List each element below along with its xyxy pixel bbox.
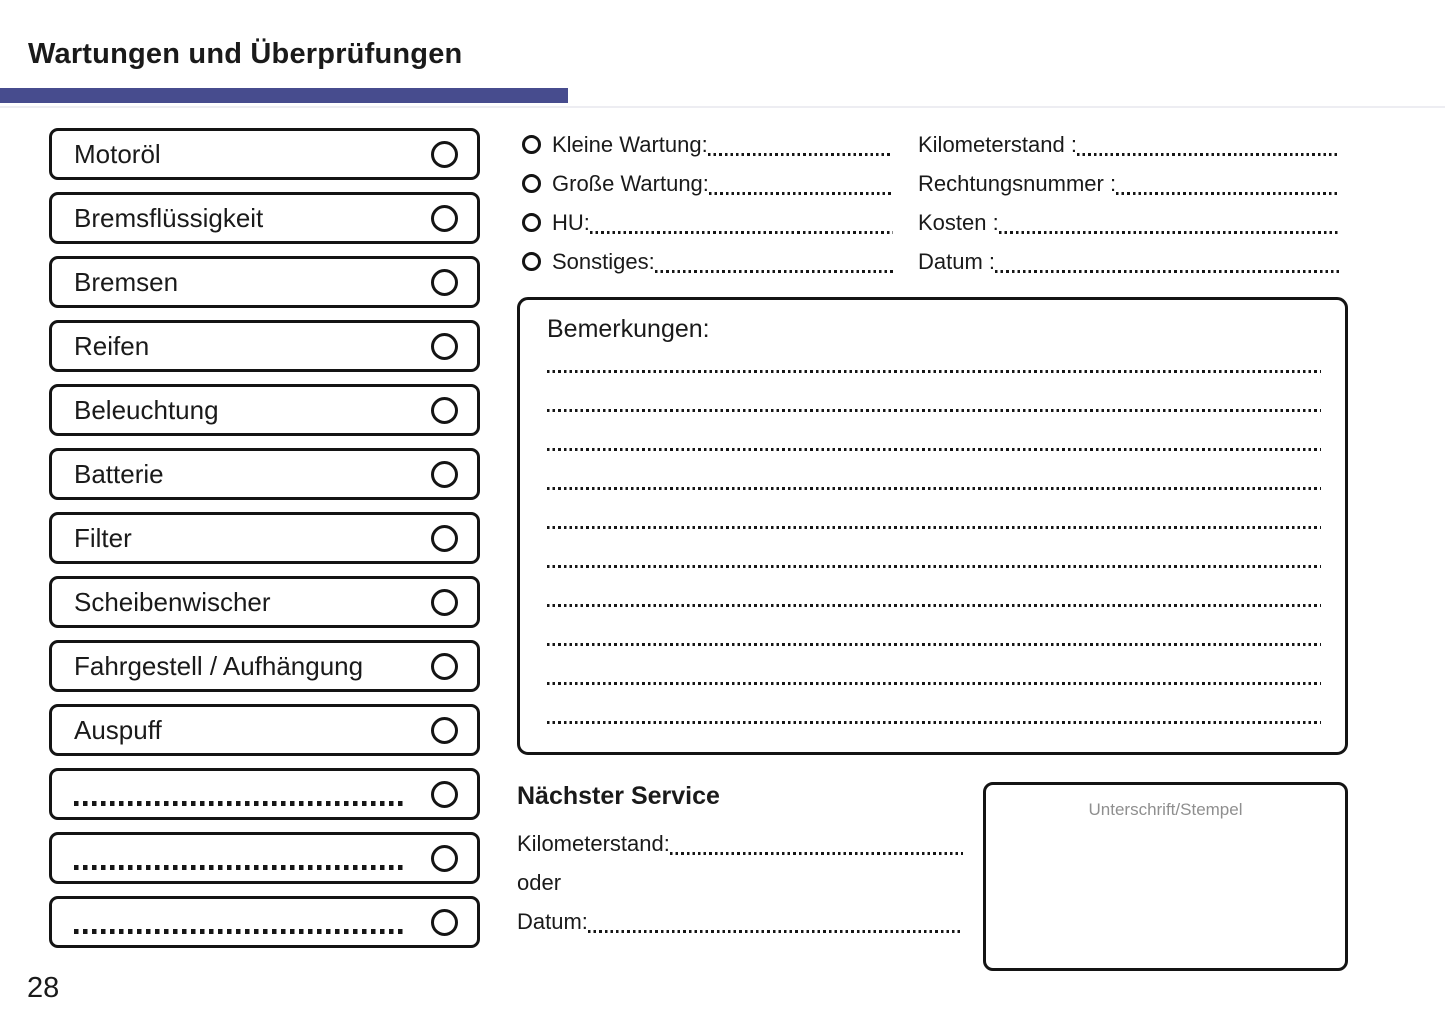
check-circle[interactable] (431, 397, 458, 424)
fill-in-line[interactable] (590, 231, 893, 234)
header-rule (0, 106, 1445, 108)
remarks-box (517, 297, 1348, 755)
inspection-checklist (49, 128, 480, 960)
checklist-row-motoroel (49, 128, 480, 180)
checklist-row-blank-1 (49, 768, 480, 820)
remarks-line[interactable] (547, 448, 1321, 451)
checklist-label: Filter (74, 523, 132, 553)
checklist-row-blank-3 (49, 896, 480, 948)
check-circle[interactable] (431, 141, 458, 168)
check-circle[interactable] (431, 845, 458, 872)
field-label: Kosten : (918, 209, 999, 235)
field-label: Kilometerstand: (517, 830, 670, 856)
fill-in-line[interactable] (709, 192, 893, 195)
checklist-label: Bremsen (74, 267, 179, 297)
checklist-label: Motoröl (74, 139, 161, 169)
option-label: Kleine Wartung: (552, 131, 708, 157)
checklist-label: Fahrgestell / Aufhängung (74, 651, 364, 681)
fill-in-line[interactable] (708, 153, 893, 156)
checklist-row-bremsen (49, 256, 480, 308)
field-rechtungsnummer (918, 164, 1340, 203)
field-label: Datum: (517, 908, 588, 934)
checklist-row-fahrgestell (49, 640, 480, 692)
option-label: HU: (552, 209, 590, 235)
fill-in-line[interactable] (588, 930, 963, 933)
signature-stamp-box[interactable] (983, 782, 1348, 971)
invoice-info-fields (918, 125, 1340, 281)
check-circle[interactable] (431, 269, 458, 296)
remarks-write-area (547, 370, 1321, 724)
next-service-section (517, 782, 963, 941)
radio-circle[interactable] (522, 213, 541, 232)
field-datum (918, 242, 1340, 281)
remarks-label: Bemerkungen: (547, 315, 710, 343)
checklist-label: Batterie (74, 459, 164, 489)
checklist-label: Bremsflüssigkeit (74, 203, 264, 233)
blank-item-write-in-line[interactable] (74, 801, 406, 806)
remarks-line[interactable] (547, 487, 1321, 490)
fill-in-line[interactable] (999, 231, 1340, 234)
remarks-line[interactable] (547, 565, 1321, 568)
checklist-row-filter (49, 512, 480, 564)
remarks-line[interactable] (547, 409, 1321, 412)
check-circle[interactable] (431, 589, 458, 616)
next-service-kilometerstand (517, 824, 963, 863)
checklist-label: Reifen (74, 331, 150, 361)
blank-item-write-in-line[interactable] (74, 929, 406, 934)
option-label: Sonstiges: (552, 248, 655, 274)
next-service-datum (517, 902, 963, 941)
fill-in-line[interactable] (670, 852, 963, 855)
signature-stamp-label: Unterschrift/Stempel (1088, 800, 1243, 819)
remarks-line[interactable] (547, 526, 1321, 529)
service-type-options (522, 125, 893, 281)
field-label: oder (517, 869, 562, 895)
page-title: Wartungen und Überprüfungen (28, 38, 463, 70)
check-circle[interactable] (431, 461, 458, 488)
checklist-row-blank-2 (49, 832, 480, 884)
next-service-oder (517, 863, 963, 902)
check-circle[interactable] (431, 781, 458, 808)
remarks-line[interactable] (547, 682, 1321, 685)
fill-in-line[interactable] (1077, 153, 1340, 156)
checklist-row-batterie (49, 448, 480, 500)
fill-in-line[interactable] (995, 270, 1340, 273)
check-circle[interactable] (431, 525, 458, 552)
check-circle[interactable] (431, 205, 458, 232)
check-circle[interactable] (431, 909, 458, 936)
option-kleine-wartung (522, 125, 893, 164)
blank-item-write-in-line[interactable] (74, 865, 406, 870)
fill-in-line[interactable] (1116, 192, 1340, 195)
checklist-row-beleuchtung (49, 384, 480, 436)
option-hu (522, 203, 893, 242)
radio-circle[interactable] (522, 174, 541, 193)
remarks-line[interactable] (547, 370, 1321, 373)
checklist-label: Beleuchtung (74, 395, 219, 425)
remarks-line[interactable] (547, 721, 1321, 724)
field-label: Rechtungsnummer : (918, 170, 1117, 196)
title-accent-bar (0, 88, 568, 103)
check-circle[interactable] (431, 333, 458, 360)
option-sonstiges (522, 242, 893, 281)
remarks-line[interactable] (547, 604, 1321, 607)
next-service-title: Nächster Service (517, 782, 720, 810)
field-label: Datum : (918, 248, 996, 274)
field-kosten (918, 203, 1340, 242)
checklist-row-auspuff (49, 704, 480, 756)
checklist-label: Auspuff (74, 715, 162, 745)
remarks-line[interactable] (547, 643, 1321, 646)
check-circle[interactable] (431, 717, 458, 744)
option-grosse-wartung (522, 164, 893, 203)
option-label: Große Wartung: (552, 170, 709, 196)
radio-circle[interactable] (522, 252, 541, 271)
checklist-row-bremsfluessigkeit (49, 192, 480, 244)
check-circle[interactable] (431, 653, 458, 680)
checklist-row-reifen (49, 320, 480, 372)
radio-circle[interactable] (522, 135, 541, 154)
field-label: Kilometerstand : (918, 131, 1077, 157)
page-number: 28 (27, 972, 60, 1004)
checklist-row-scheibenwischer (49, 576, 480, 628)
fill-in-line[interactable] (655, 270, 893, 273)
checklist-label: Scheibenwischer (74, 587, 271, 617)
field-kilometerstand (918, 125, 1340, 164)
